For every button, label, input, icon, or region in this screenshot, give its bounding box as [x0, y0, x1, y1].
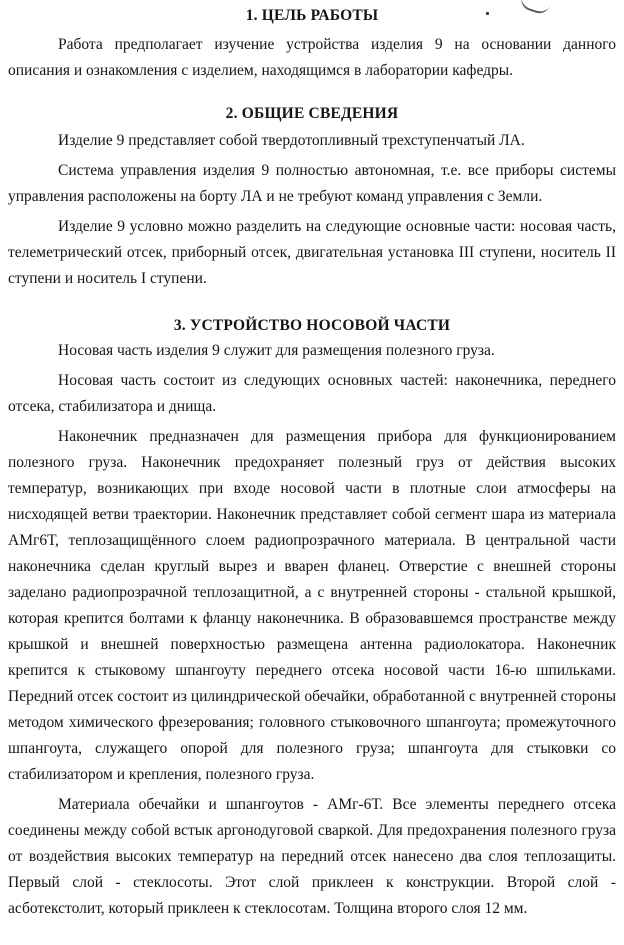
section2-heading: 2. ОБЩИЕ СВЕДЕНИЯ: [225, 105, 399, 122]
section2-paragraph-3: Изделие 9 условно можно разделить на следующие основные части: носовая часть, телеметрический отсек, приборный отсек, двигательная установка III ступени, носитель II ступени и носитель I ступени.: [8, 218, 616, 287]
section2-paragraph-1: Изделие 9 представляет собой твердотопливный трехступенчатый ЛА.: [58, 132, 525, 149]
section3-paragraph-3: Наконечник предназначен для размещения прибора для функционированием полезного груза. Наконечник предохраняет полезный груз от действия высоких температур, возникающих при входе носовой части в плотные слои атмосферы на нисходящей ветви траектории. Наконечник представляет собой сегмент шара из материала АМг6Т, теплозащищённого слоем радиопрозрачного материала. В центральной части наконечника сделан круглый вырез и вварен фланец. Отверстие с внешней стороны заделано радиопрозрачной теплозащитной, а с внутренней стороны - стальной крышкой, которая крепится болтами к фланцу наконечника. В образовавшемся пространстве между крышкой и внешней поверхностью размещена антенна радиолокатора. Наконечник крепится к стыковому шпангоуту переднего отсека носовой части 16-ю шпильками. Передний отсек состоит из цилиндрической обечайки, обработанной с внутренней стороны методом химического фрезерования; головного стыковочного шпангоута; промежуточного шпангоута, служащего опорой для полезного груза; шпангоута для стыковки со стабилизатором и крепления, полезного груза.: [8, 428, 616, 783]
section1-paragraph-1: Работа предполагает изучение устройства изделия 9 на основании данного описания и ознакомления с изделием, находящимся в лаборатории кафедры.: [8, 36, 616, 79]
section3-paragraph-2: Носовая часть состоит из следующих основных частей: наконечника, переднего отсека, стабилизатора и днища.: [8, 372, 616, 415]
section3-heading: 3. УСТРОЙСТВО НОСОВОЙ ЧАСТИ: [173, 317, 451, 334]
section3-paragraph-1: Носовая часть изделия 9 служит для размещения полезного груза.: [58, 342, 495, 359]
section2-paragraph-2: Система управления изделия 9 полностью автономная, т.е. все приборы системы управления расположены на борту ЛА и не требуют команд управления с Земли.: [8, 162, 616, 205]
section1-heading: 1. ЦЕЛЬ РАБОТЫ: [245, 7, 379, 24]
scan-dot: [486, 12, 489, 15]
section3-paragraph-4: Материала обечайки и шпангоутов - АМг-6Т. Все элементы переднего отсека соединены между собой встык аргонодуговой сваркой. Для предохранения полезного груза от воздействия высоких температур на передний отсек нанесено два слоя теплозащиты. Первый слой - стеклосоты. Этот слой приклеен к конструкции. Второй слой - асботекстолит, который приклеен к стеклосотам. Толщина второго слоя 12 мм.: [8, 796, 616, 917]
